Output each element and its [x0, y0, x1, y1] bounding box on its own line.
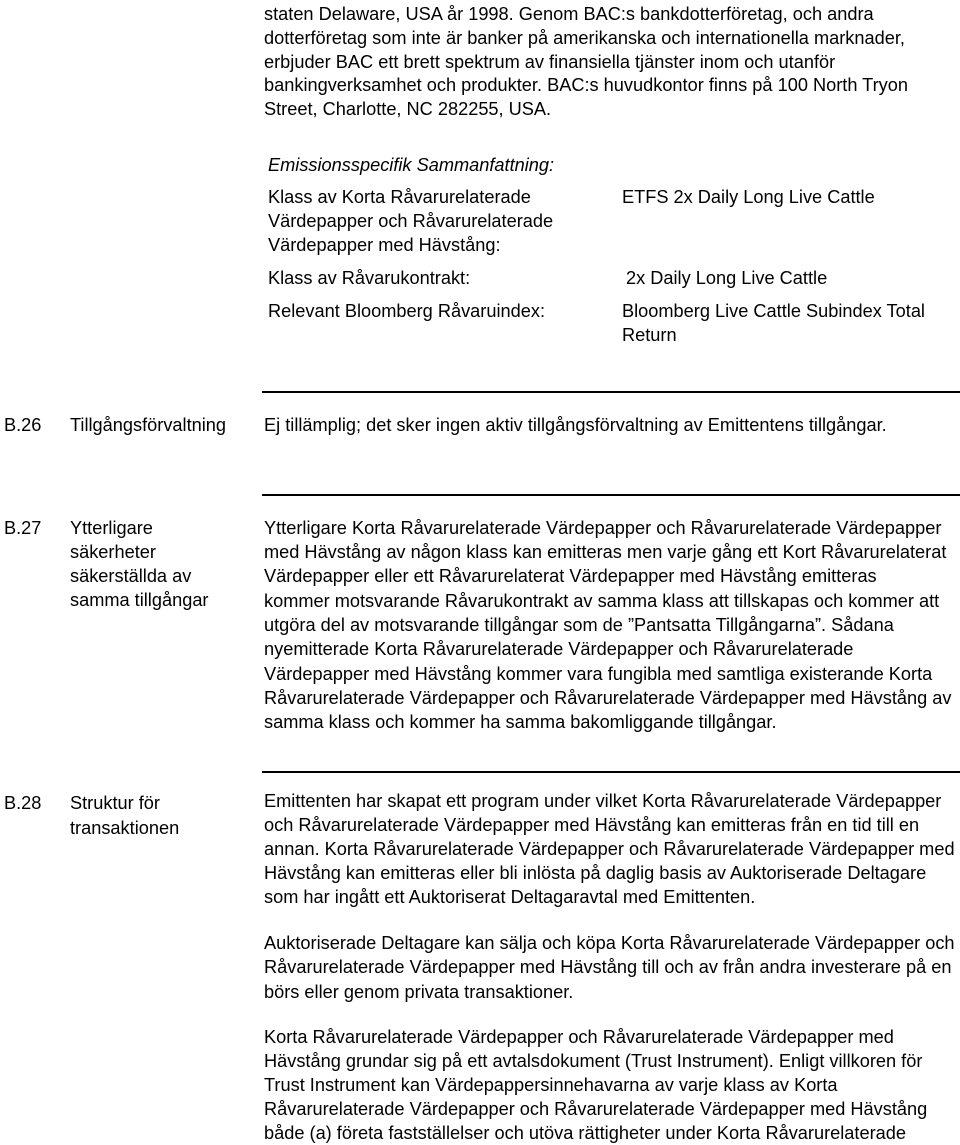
section-text: Trust Instrument kan Värdepappersinnehavarna av varje klass av Korta — [264, 1075, 838, 1095]
section-divider — [262, 391, 960, 393]
contract-label: Klass av Råvarukontrakt: — [268, 268, 471, 288]
index-label: Relevant Bloomberg Råvaruindex: — [268, 301, 546, 321]
section-text: med Hävstång av någon klass kan emitteras men varje gång ett Kort Råvarurelaterat — [264, 542, 947, 562]
index-value: Return — [622, 325, 677, 345]
section-text: nyemitterade Korta Råvarurelaterade Värdepapper och Råvarurelaterade — [264, 639, 854, 659]
section-number: B.28 — [4, 793, 42, 813]
class-label: Värdepapper och Råvarurelaterade — [268, 211, 554, 231]
section-text: Hävstång grundar sig på ett avtalsdokument (Trust Instrument). Enligt villkoren för — [264, 1051, 923, 1071]
section-text: som har ingått ett Auktoriserat Deltagaravtal med Emittenten. — [264, 887, 756, 907]
section-title: säkerheter — [70, 542, 156, 562]
class-label: Klass av Korta Råvarurelaterade — [268, 187, 531, 207]
section-divider — [262, 494, 960, 496]
intro-line: dotterföretag som inte är banker på amerikanska och internationella marknader, — [264, 28, 905, 48]
section-text: Råvarurelaterade Värdepapper med Hävstång till och av från andra investerare på en — [264, 957, 952, 977]
section-text: Råvarurelaterade Värdepapper och Råvarurelaterade Värdepapper med Hävstång av — [264, 688, 952, 708]
intro-line: bankingverksamhet och produkter. BAC:s huvudkontor finns på 100 North Tryon — [264, 75, 908, 95]
section-text: Auktoriserade Deltagare kan sälja och köpa Korta Råvarurelaterade Värdepapper och — [264, 933, 955, 953]
section-text: både (a) företa fastställelser och utöva rättigheter under Korta Råvarurelaterade — [264, 1123, 906, 1143]
intro-line: Street, Charlotte, NC 282255, USA. — [264, 99, 552, 119]
section-text: Ej tillämplig; det sker ingen aktiv tillgångsförvaltning av Emittentens tillgångar. — [264, 415, 887, 435]
section-text: Värdepapper eller ett Råvarurelaterat Värdepapper med Hävstång emitteras — [264, 566, 877, 586]
intro-line: erbjuder BAC ett brett spektrum av finansiella tjänster inom och utanför — [264, 52, 836, 72]
class-value: ETFS 2x Daily Long Live Cattle — [622, 187, 875, 207]
section-text: Emittenten har skapat ett program under vilket Korta Råvarurelaterade Värdepapper — [264, 791, 942, 811]
section-title: säkerställda av — [70, 566, 192, 586]
section-divider — [262, 771, 960, 773]
section-title: Struktur för — [70, 793, 160, 813]
section-text: Korta Råvarurelaterade Värdepapper och Råvarurelaterade Värdepapper med — [264, 1027, 894, 1047]
section-number: B.26 — [4, 415, 42, 435]
section-text: utgöra del av motsvarande tillgångar som de ”Pantsatta Tillgångarna”. Sådana — [264, 615, 894, 635]
section-text: Råvarurelaterade Värdepapper och Råvarurelaterade Värdepapper med Hävstång — [264, 1099, 928, 1119]
section-text: Ytterligare Korta Råvarurelaterade Värdepapper och Råvarurelaterade Värdepapper — [264, 518, 942, 538]
section-text: Värdepapper med Hävstång kommer vara fungibla med samtliga existerande Korta — [264, 664, 933, 684]
section-title: transaktionen — [70, 818, 180, 838]
section-title: samma tillgångar — [70, 590, 209, 610]
section-text: kommer motsvarande Råvarukontrakt av samma klass att tillskapas och kommer att — [264, 591, 940, 611]
class-label: Värdepapper med Hävstång: — [268, 235, 501, 255]
contract-value: 2x Daily Long Live Cattle — [626, 268, 828, 288]
section-title: Ytterligare — [70, 518, 153, 538]
section-number: B.27 — [4, 518, 42, 538]
summary-heading: Emissionsspecifik Sammanfattning: — [268, 155, 555, 175]
section-text: samma klass och kommer ha samma bakomliggande tillgångar. — [264, 712, 777, 732]
section-text: börs eller genom privata transaktioner. — [264, 982, 574, 1002]
section-text: Hävstång kan emitteras eller bli inlösta på daglig basis av Auktoriserade Deltagare — [264, 863, 927, 883]
section-title: Tillgångsförvaltning — [70, 415, 227, 435]
intro-line: staten Delaware, USA år 1998. Genom BAC:s bankdotterföretag, och andra — [264, 4, 874, 24]
section-text: annan. Korta Råvarurelaterade Värdepapper och Råvarurelaterade Värdepapper med — [264, 839, 955, 859]
index-value: Bloomberg Live Cattle Subindex Total — [622, 301, 925, 321]
section-text: och Råvarurelaterade Värdepapper med Hävstång kan emitteras från en tid till en — [264, 815, 920, 835]
